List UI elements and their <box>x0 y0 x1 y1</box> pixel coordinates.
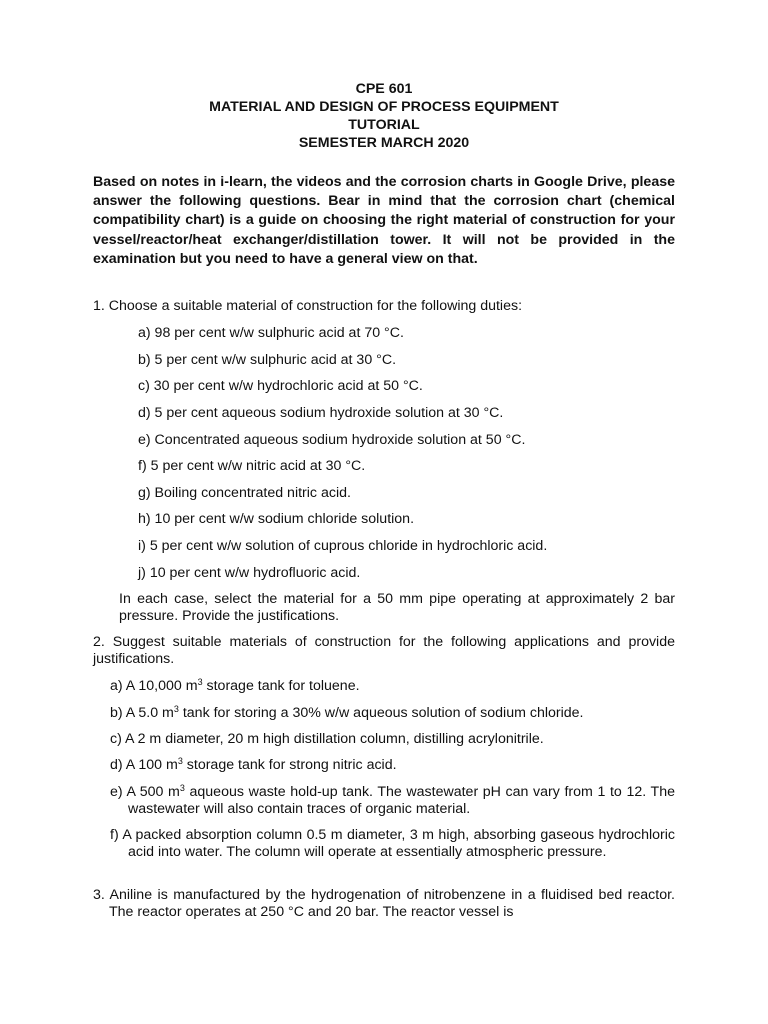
q2-item-a <box>110 678 360 695</box>
q1-item-b: b) 5 per cent w/w sulphuric acid at 30 °C. <box>138 352 397 368</box>
q2-item-a-text: a) A 10,000 m <box>110 678 198 694</box>
question-1-stem: 1. Choose a suitable material of construction for the following duties: <box>93 298 523 314</box>
q2-item-e-text-end: aqueous waste hold-up tank. The wastewater pH can vary from 1 to 12. The wastewater will also contain traces of organic material. <box>128 784 675 817</box>
question-3-stem: 3. Aniline is manufactured by the hydrogenation of nitrobenzene in a fluidised bed reactor. The reactor operates at 250 °C and 20 bar. The reactor vessel is <box>93 887 675 920</box>
q1-item-f: f) 5 per cent w/w nitric acid at 30 °C. <box>138 458 366 474</box>
q1-item-g: g) Boiling concentrated nitric acid. <box>138 485 351 501</box>
q2-item-e-text: e) A 500 m <box>110 784 180 800</box>
q2-item-c: c) A 2 m diameter, 20 m high distillation column, distilling acrylonitrile. <box>110 731 544 747</box>
q1-item-d: d) 5 per cent aqueous sodium hydroxide solution at 30 °C. <box>138 405 504 421</box>
q2-item-f: f) A packed absorption column 0.5 m diameter, 3 m high, absorbing gaseous hydrochloric acid into water. The column will operate at essentially atmospheric pressure. <box>110 827 675 860</box>
q2-item-d-text: d) A 100 m <box>110 757 178 773</box>
q1-note: In each case, select the material for a 50 mm pipe operating at approximately 2 bar pressure. Provide the justifications. <box>119 591 675 624</box>
course-title: MATERIAL AND DESIGN OF PROCESS EQUIPMENT <box>209 99 559 115</box>
question-2-stem <box>93 634 675 668</box>
course-code: CPE 601 <box>355 81 413 97</box>
q1-item-e: e) Concentrated aqueous sodium hydroxide solution at 50 °C. <box>138 432 526 448</box>
cube-superscript: 3 <box>197 677 203 687</box>
q1-item-j: j) 10 per cent w/w hydrofluoric acid. <box>138 565 361 581</box>
question-2-stem-text: 2. Suggest suitable materials of construction for the following applications and provide justifications. <box>93 634 675 667</box>
q1-item-c: c) 30 per cent w/w hydrochloric acid at 50 °C. <box>138 378 423 394</box>
q2-item-b-text: b) A 5.0 m <box>110 705 174 721</box>
cube-superscript: 3 <box>173 704 179 714</box>
semester: SEMESTER MARCH 2020 <box>298 135 470 151</box>
q2-item-d-text-end: storage tank for strong nitric acid. <box>182 757 397 773</box>
q2-item-e <box>110 784 675 818</box>
cube-superscript: 3 <box>177 756 183 766</box>
q1-item-i: i) 5 per cent w/w solution of cuprous chloride in hydrochloric acid. <box>138 538 548 554</box>
q2-item-d <box>110 757 397 774</box>
q2-item-b-text-end: tank for storing a 30% w/w aqueous solution of sodium chloride. <box>178 705 584 721</box>
q1-item-a: a) 98 per cent w/w sulphuric acid at 70 °C. <box>138 325 404 341</box>
q1-item-h: h) 10 per cent w/w sodium chloride solution. <box>138 511 415 527</box>
q2-item-b <box>110 705 583 722</box>
cube-superscript: 3 <box>179 783 185 793</box>
document-type: TUTORIAL <box>348 117 420 133</box>
q2-item-a-text-end: storage tank for toluene. <box>202 678 360 694</box>
intro-paragraph: Based on notes in i-learn, the videos and the corrosion charts in Google Drive, please answer the following questions. Bear in mind that the corrosion chart (chemical compatibility chart) is a guide on choosing the right material of construction for your vessel/reactor/heat exchanger/distillation tower. It will not be provided in the examination but you need to have a general view on that. <box>93 174 675 267</box>
document-header <box>0 80 768 152</box>
